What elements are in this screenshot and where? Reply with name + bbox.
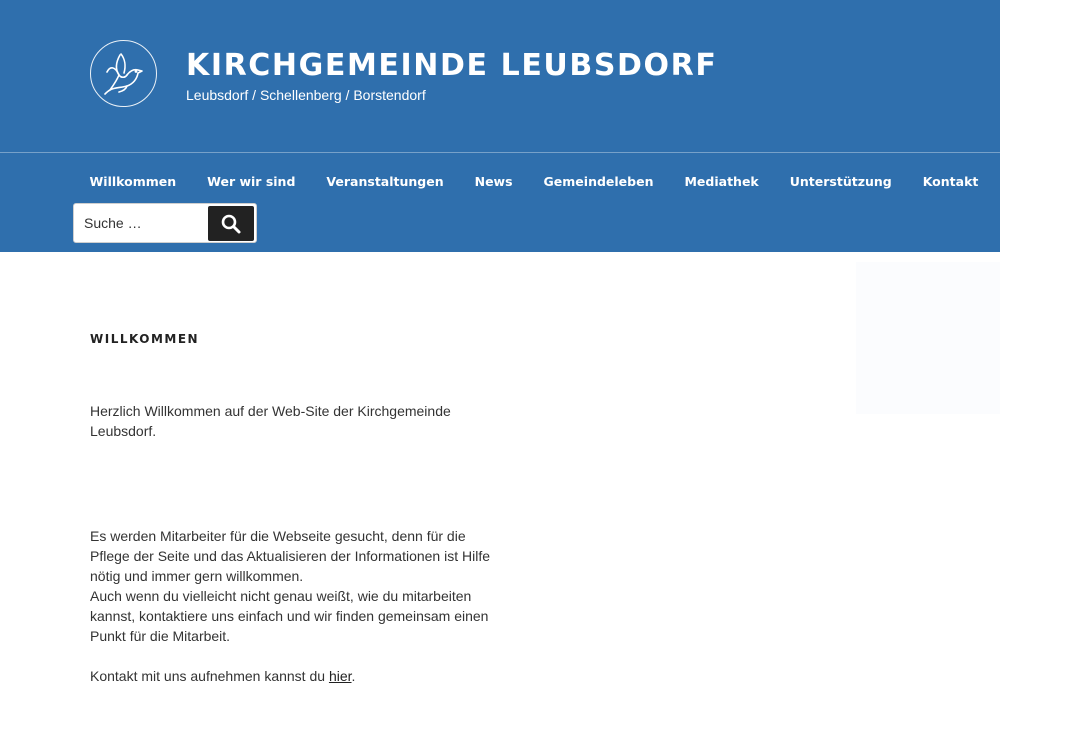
nav-item-intern[interactable]: Intern — [1009, 174, 1053, 189]
nav-item-veranstaltungen[interactable]: Veranstaltungen — [326, 174, 444, 189]
site-branding — [90, 40, 890, 108]
nav-item-unterstuetzung[interactable]: Unterstützung — [789, 174, 892, 189]
main-navigation — [74, 170, 1068, 196]
volunteer-text-2: Auch wenn du vielleicht nicht genau weißt, wie du mitarbeiten kannst, kontaktiere uns einfach und wir finden gemeinsam einen Punkt für die Mitarbeit. — [90, 588, 489, 644]
nav-item-wer-wir-sind[interactable]: Wer wir sind — [207, 174, 296, 189]
intro-paragraph: Herzlich Willkommen auf der Web-Site der Kirchgemeinde Leubsdorf. — [90, 403, 451, 439]
contact-paragraph — [90, 666, 500, 686]
search-form — [73, 203, 257, 243]
nav-divider — [0, 152, 1000, 153]
contact-end: . — [351, 668, 356, 684]
page-title: WILLKOMMEN — [90, 332, 200, 346]
volunteer-text-1: Es werden Mitarbeiter für die Webseite gesucht, denn für die Pflege der Seite und das Aktualisieren der Informationen ist Hilfe nötig und immer gern willkommen. — [90, 528, 491, 584]
contact-text: Kontakt mit uns aufnehmen kannst du — [90, 668, 329, 684]
nav-item-mediathek[interactable]: Mediathek — [684, 174, 759, 189]
contact-link[interactable]: hier — [328, 668, 352, 684]
search-icon — [221, 214, 241, 234]
sidebar-area — [856, 262, 1000, 414]
dove-icon[interactable] — [90, 40, 157, 107]
volunteer-paragraph — [90, 526, 500, 646]
nav-item-news[interactable]: News — [474, 174, 513, 189]
nav-item-kontakt[interactable]: Kontakt — [922, 174, 979, 189]
nav-item-gemeindeleben[interactable]: Gemeindeleben — [543, 174, 654, 189]
site-header — [0, 0, 1053, 252]
site-description: Leubsdorf / Schellenberg / Borstendorf — [186, 87, 426, 103]
search-button[interactable] — [208, 206, 254, 241]
nav-item-willkommen[interactable]: Willkommen — [89, 174, 177, 189]
site-title[interactable]: KIRCHGEMEINDE LEUBSDORF — [186, 48, 718, 83]
search-input[interactable] — [75, 205, 208, 241]
main-content — [90, 332, 510, 684]
